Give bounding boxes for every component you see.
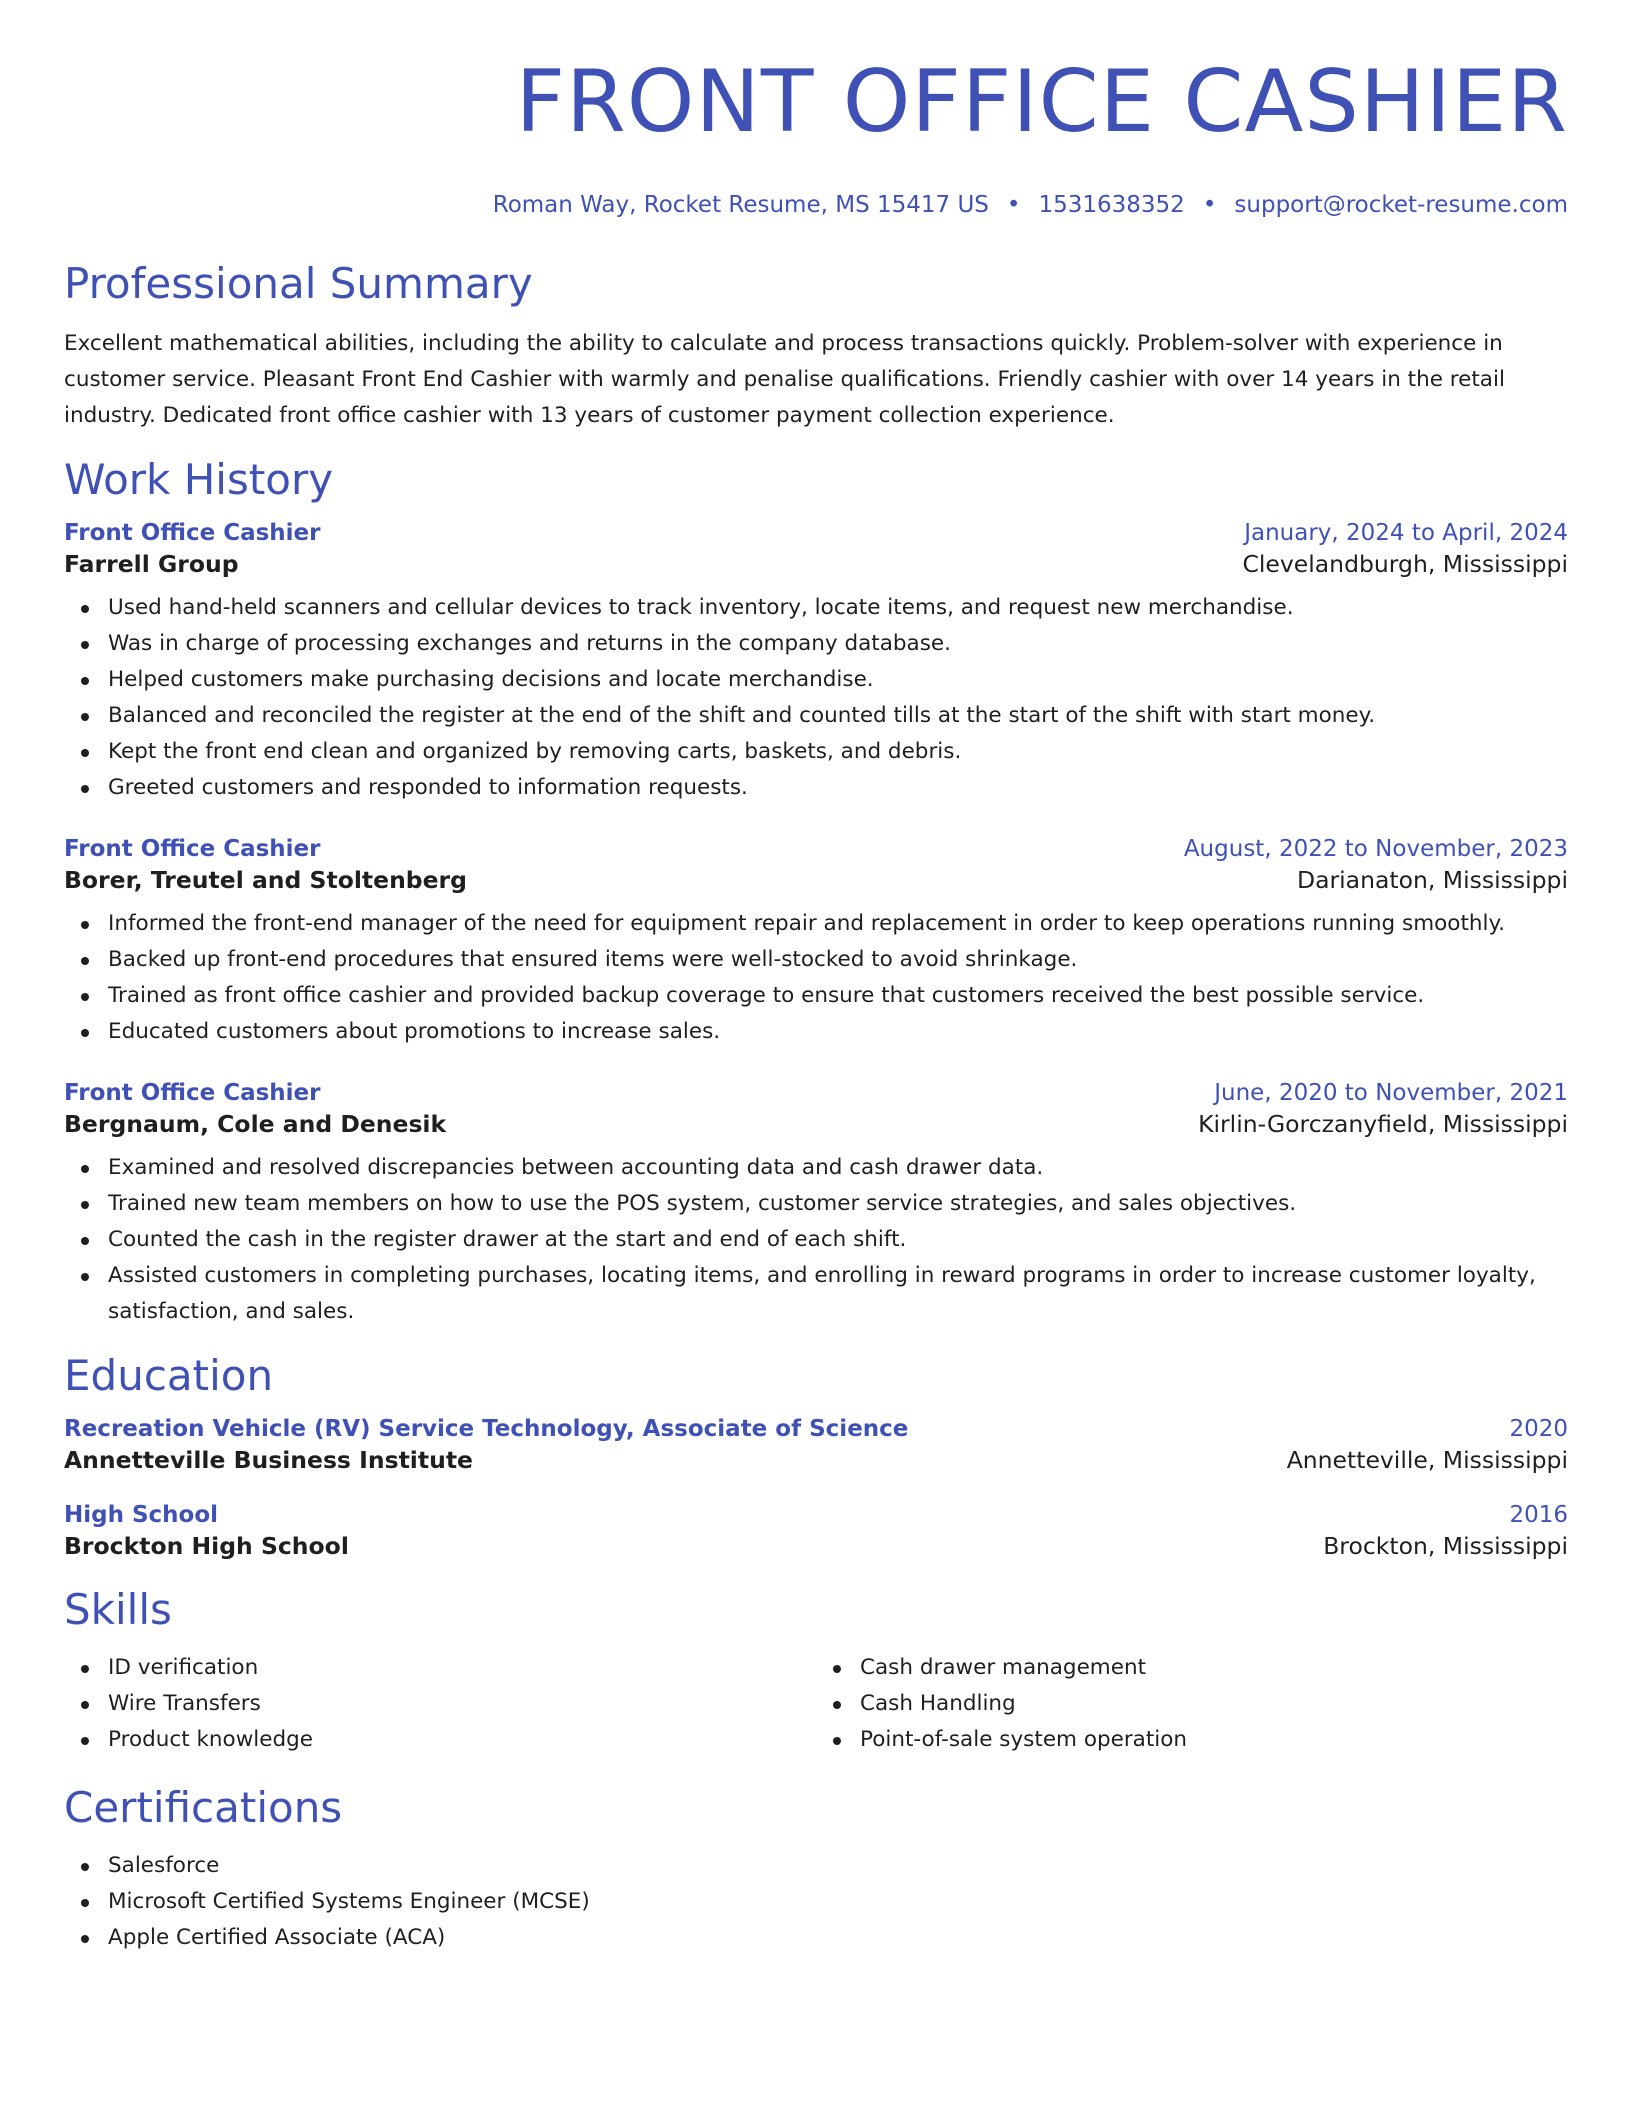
list-item: Informed the front-end manager of the need for equipment repair and replacement in order to keep operations running smoothly.: [108, 906, 1568, 942]
job-entry: [64, 836, 1568, 1050]
education-section: [64, 1350, 1568, 1560]
list-item: Assisted customers in completing purchases, locating items, and enrolling in reward programs in order to increase customer loyalty, satisfaction, and sales.: [108, 1258, 1568, 1330]
job-company-row: [64, 1110, 1568, 1138]
list-item: Point-of-sale system operation: [860, 1722, 1568, 1758]
contact-phone: 1531638352: [1038, 192, 1185, 218]
list-item: Salesforce: [108, 1848, 1568, 1884]
skills-section: [64, 1584, 1568, 1758]
job-company: Farrell Group: [64, 550, 239, 578]
job-header-row: [64, 520, 1568, 546]
list-item: Kept the front end clean and organized by removing carts, baskets, and debris.: [108, 734, 1568, 770]
candidate-name: FRONT OFFICE CASHIER: [515, 52, 1568, 152]
job-bullets: [64, 906, 1568, 1050]
job-header-row: [64, 1080, 1568, 1106]
list-item: ID verification: [108, 1650, 816, 1686]
skills-columns: [64, 1650, 1568, 1758]
education-year: 2016: [1509, 1502, 1568, 1528]
job-company: Bergnaum, Cole and Denesik: [64, 1110, 447, 1138]
job-entry: [64, 520, 1568, 806]
contact-email[interactable]: support@rocket-resume.com: [1234, 192, 1568, 218]
education-degree: High School: [64, 1502, 219, 1528]
job-location: Darianaton, Mississippi: [1296, 866, 1568, 894]
section-title-summary: Professional Summary: [64, 259, 533, 308]
education-header-row: [64, 1416, 1568, 1442]
education-school-row: [64, 1532, 1568, 1560]
separator-dot: •: [1202, 192, 1217, 218]
education-school: Annetteville Business Institute: [64, 1446, 473, 1474]
job-title: Front Office Cashier: [64, 836, 321, 862]
job-entry: [64, 1080, 1568, 1330]
skills-list-right: [816, 1650, 1568, 1758]
list-item: Cash drawer management: [860, 1650, 1568, 1686]
resume-page: [64, 0, 1568, 1956]
list-item: Was in charge of processing exchanges and returns in the company database.: [108, 626, 1568, 662]
job-header-row: [64, 836, 1568, 862]
job-company-row: [64, 866, 1568, 894]
list-item: Helped customers make purchasing decisions and locate merchandise.: [108, 662, 1568, 698]
job-location: Clevelandburgh, Mississippi: [1242, 550, 1568, 578]
list-item: Cash Handling: [860, 1686, 1568, 1722]
job-title: Front Office Cashier: [64, 520, 321, 546]
list-item: Backed up front-end procedures that ensured items were well-stocked to avoid shrinkage.: [108, 942, 1568, 978]
job-bullets: [64, 1150, 1568, 1330]
certifications-section: [64, 1782, 1568, 1956]
education-location: Brockton, Mississippi: [1323, 1532, 1568, 1560]
section-title-work-history: Work History: [64, 455, 334, 504]
list-item: Balanced and reconciled the register at the end of the shift and counted tills at the start of the shift with start money.: [108, 698, 1568, 734]
education-entry: [64, 1502, 1568, 1560]
list-item: Examined and resolved discrepancies between accounting data and cash drawer data.: [108, 1150, 1568, 1186]
job-company-row: [64, 550, 1568, 578]
section-title-certifications: Certifications: [64, 1783, 343, 1832]
list-item: Wire Transfers: [108, 1686, 816, 1722]
job-bullets: [64, 590, 1568, 806]
list-item: Microsoft Certified Systems Engineer (MCSE): [108, 1884, 1568, 1920]
job-dates: June, 2020 to November, 2021: [1214, 1080, 1568, 1106]
list-item: Counted the cash in the register drawer at the start and end of each shift.: [108, 1222, 1568, 1258]
list-item: Greeted customers and responded to information requests.: [108, 770, 1568, 806]
job-title: Front Office Cashier: [64, 1080, 321, 1106]
work-history-section: [64, 454, 1568, 1330]
job-dates: August, 2022 to November, 2023: [1183, 836, 1568, 862]
skills-list-left: [64, 1650, 816, 1758]
list-item: Used hand-held scanners and cellular devices to track inventory, locate items, and request new merchandise.: [108, 590, 1568, 626]
contact-line: [64, 190, 1568, 220]
education-degree: Recreation Vehicle (RV) Service Technology, Associate of Science: [64, 1416, 909, 1442]
list-item: Trained as front office cashier and provided backup coverage to ensure that customers received the best possible service.: [108, 978, 1568, 1014]
job-location: Kirlin-Gorczanyfield, Mississippi: [1198, 1110, 1568, 1138]
education-location: Annetteville, Mississippi: [1286, 1446, 1568, 1474]
section-title-skills: Skills: [64, 1585, 172, 1634]
education-school: Brockton High School: [64, 1532, 349, 1560]
list-item: Apple Certified Associate (ACA): [108, 1920, 1568, 1956]
education-header-row: [64, 1502, 1568, 1528]
list-item: Educated customers about promotions to increase sales.: [108, 1014, 1568, 1050]
contact-address: Roman Way, Rocket Resume, MS 15417 US: [492, 192, 989, 218]
list-item: Product knowledge: [108, 1722, 816, 1758]
education-entry: [64, 1416, 1568, 1474]
list-item: Trained new team members on how to use the POS system, customer service strategies, and sales objectives.: [108, 1186, 1568, 1222]
summary-section: [64, 258, 1568, 434]
section-title-education: Education: [64, 1351, 274, 1400]
education-school-row: [64, 1446, 1568, 1474]
summary-text: Excellent mathematical abilities, including the ability to calculate and process transactions quickly. Problem-solver with experience in customer service. Pleasant Front End Cashier with warmly and penalise qualifications. Friendly cashier with over 14 years in the retail industry. Dedicated front office cashier with 13 years of customer payment collection experience.: [64, 331, 1505, 428]
separator-dot: •: [1006, 192, 1021, 218]
education-year: 2020: [1509, 1416, 1568, 1442]
job-company: Borer, Treutel and Stoltenberg: [64, 866, 467, 894]
job-dates: January, 2024 to April, 2024: [1244, 520, 1568, 546]
certifications-list: [64, 1848, 1568, 1956]
